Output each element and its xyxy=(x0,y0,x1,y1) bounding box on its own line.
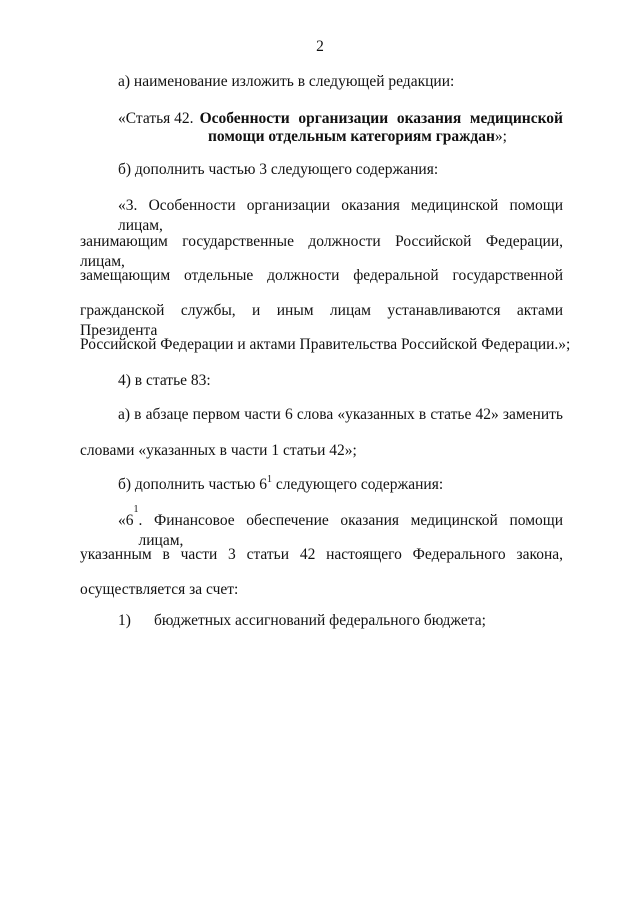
paragraph-4b xyxy=(118,475,443,495)
list-item xyxy=(118,611,568,631)
paragraph-4b-text-end: следующего содержания: xyxy=(272,476,444,493)
paragraph-a: а) наименование изложить в следующей редакции: xyxy=(118,73,455,90)
article-suffix: »; xyxy=(494,128,507,145)
superscript: 1 xyxy=(133,504,139,515)
part61-open: «6 xyxy=(118,512,134,529)
part3-line: замещающим отдельные должности федеральной государственной xyxy=(80,267,563,284)
paragraph-4a-line: а) в абзаце первом части 6 слова «указанных в статье 42» заменить xyxy=(118,406,563,423)
superscript: 1 xyxy=(267,473,273,485)
paragraph-4a-line: словами «указанных в части 1 статьи 42»; xyxy=(80,442,357,459)
part61-line1-text: . Финансовое обеспечение оказания медицинской помощи лицам, xyxy=(138,512,563,549)
part61-line2: указанным в части 3 статьи 42 настоящего Федерального закона, xyxy=(80,546,563,563)
part3-line: гражданской службы, и иным лицам устанавливаются актами Президента xyxy=(80,302,563,339)
article-title-line1: Особенности организации оказания медицинской xyxy=(199,110,563,127)
paragraph-4: 4) в статье 83: xyxy=(118,372,211,389)
article-prefix: «Статья 42. xyxy=(118,110,194,127)
part3-line: занимающим государственные должности Российской Федерации, лицам, xyxy=(80,233,563,270)
paragraph-b: б) дополнить частью 3 следующего содержания: xyxy=(118,161,439,178)
list-item-text: бюджетных ассигнований федерального бюджета; xyxy=(154,612,486,629)
paragraph-4b-text: б) дополнить частью 6 xyxy=(118,476,268,493)
page-number: 2 xyxy=(316,38,324,55)
part3-line: «3. Особенности организации оказания медицинской помощи лицам, xyxy=(118,197,563,234)
article-title-line2: помощи отдельным категориям граждан xyxy=(208,128,495,145)
article-heading xyxy=(118,110,563,146)
part61-line3: осуществляется за счет: xyxy=(80,581,239,598)
part3-line: Российской Федерации и актами Правительства Российской Федерации.»; xyxy=(80,336,571,353)
list-item-number: 1) xyxy=(118,612,131,629)
